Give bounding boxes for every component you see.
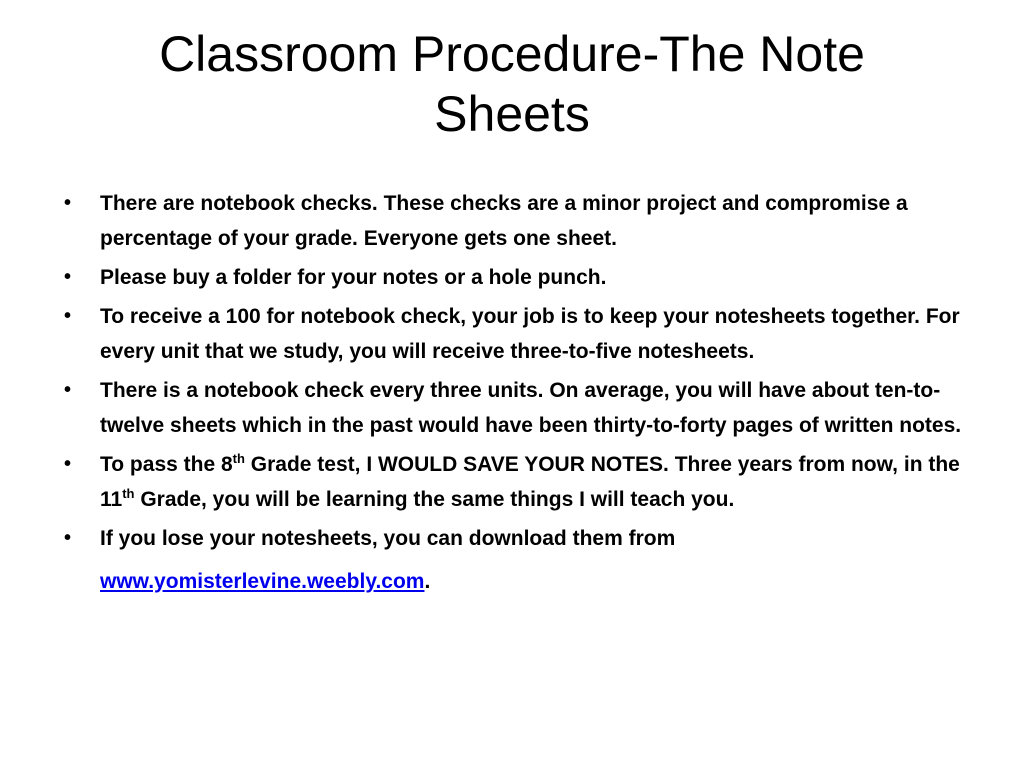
- bullet-item-save-notes: [64, 447, 964, 517]
- link-period: .: [424, 570, 431, 593]
- slide-title: [60, 24, 964, 144]
- title-line-1: Classroom Procedure-The Note: [159, 26, 865, 82]
- bullet-text: Please buy a folder for your notes or a hole punch.: [100, 266, 607, 289]
- bullet-dot: •: [64, 266, 72, 288]
- ordinal-suffix: th: [122, 486, 135, 501]
- bullet-dot: •: [64, 527, 72, 549]
- bullet-text: [100, 453, 960, 511]
- bullet-item-check-every-three-units: [64, 373, 964, 443]
- bullet-text: There are notebook checks. These checks are a minor project and compromise a percentage of your grade. Everyone gets one sheet.: [100, 192, 908, 250]
- bullet-item-folder: [64, 260, 964, 295]
- bullet-list: [64, 186, 964, 603]
- bullet-text-part-1: To pass the 8: [100, 453, 233, 476]
- bullet-item-download-notes: [64, 521, 964, 599]
- bullet-item-receive-100: [64, 299, 964, 369]
- bullet-text: To receive a 100 for notebook check, your job is to keep your notesheets together. For every unit that we study, you will receive three-to-five notesheets.: [100, 305, 960, 363]
- bullet-text-part-2: Grade test, I WOULD SAVE YOUR NOTES. Three years from now, in the 11: [100, 453, 960, 511]
- bullet-text: If you lose your notesheets, you can download them from: [100, 527, 676, 550]
- bullet-text-part-3: Grade, you will be learning the same things I will teach you.: [134, 488, 735, 511]
- ordinal-suffix: th: [232, 451, 245, 466]
- link-line: [100, 564, 964, 599]
- bullet-dot: •: [64, 453, 72, 475]
- bullet-item-notebook-checks: [64, 186, 964, 256]
- bullet-dot: •: [64, 379, 72, 401]
- title-line-2: Sheets: [434, 86, 590, 142]
- bullet-dot: •: [64, 192, 72, 214]
- website-link[interactable]: www.yomisterlevine.weebly.com: [100, 570, 425, 593]
- bullet-text: There is a notebook check every three units. On average, you will have about ten-to-twelve sheets which in the past would have been thirty-to-forty pages of written notes.: [100, 379, 962, 437]
- bullet-dot: •: [64, 305, 72, 327]
